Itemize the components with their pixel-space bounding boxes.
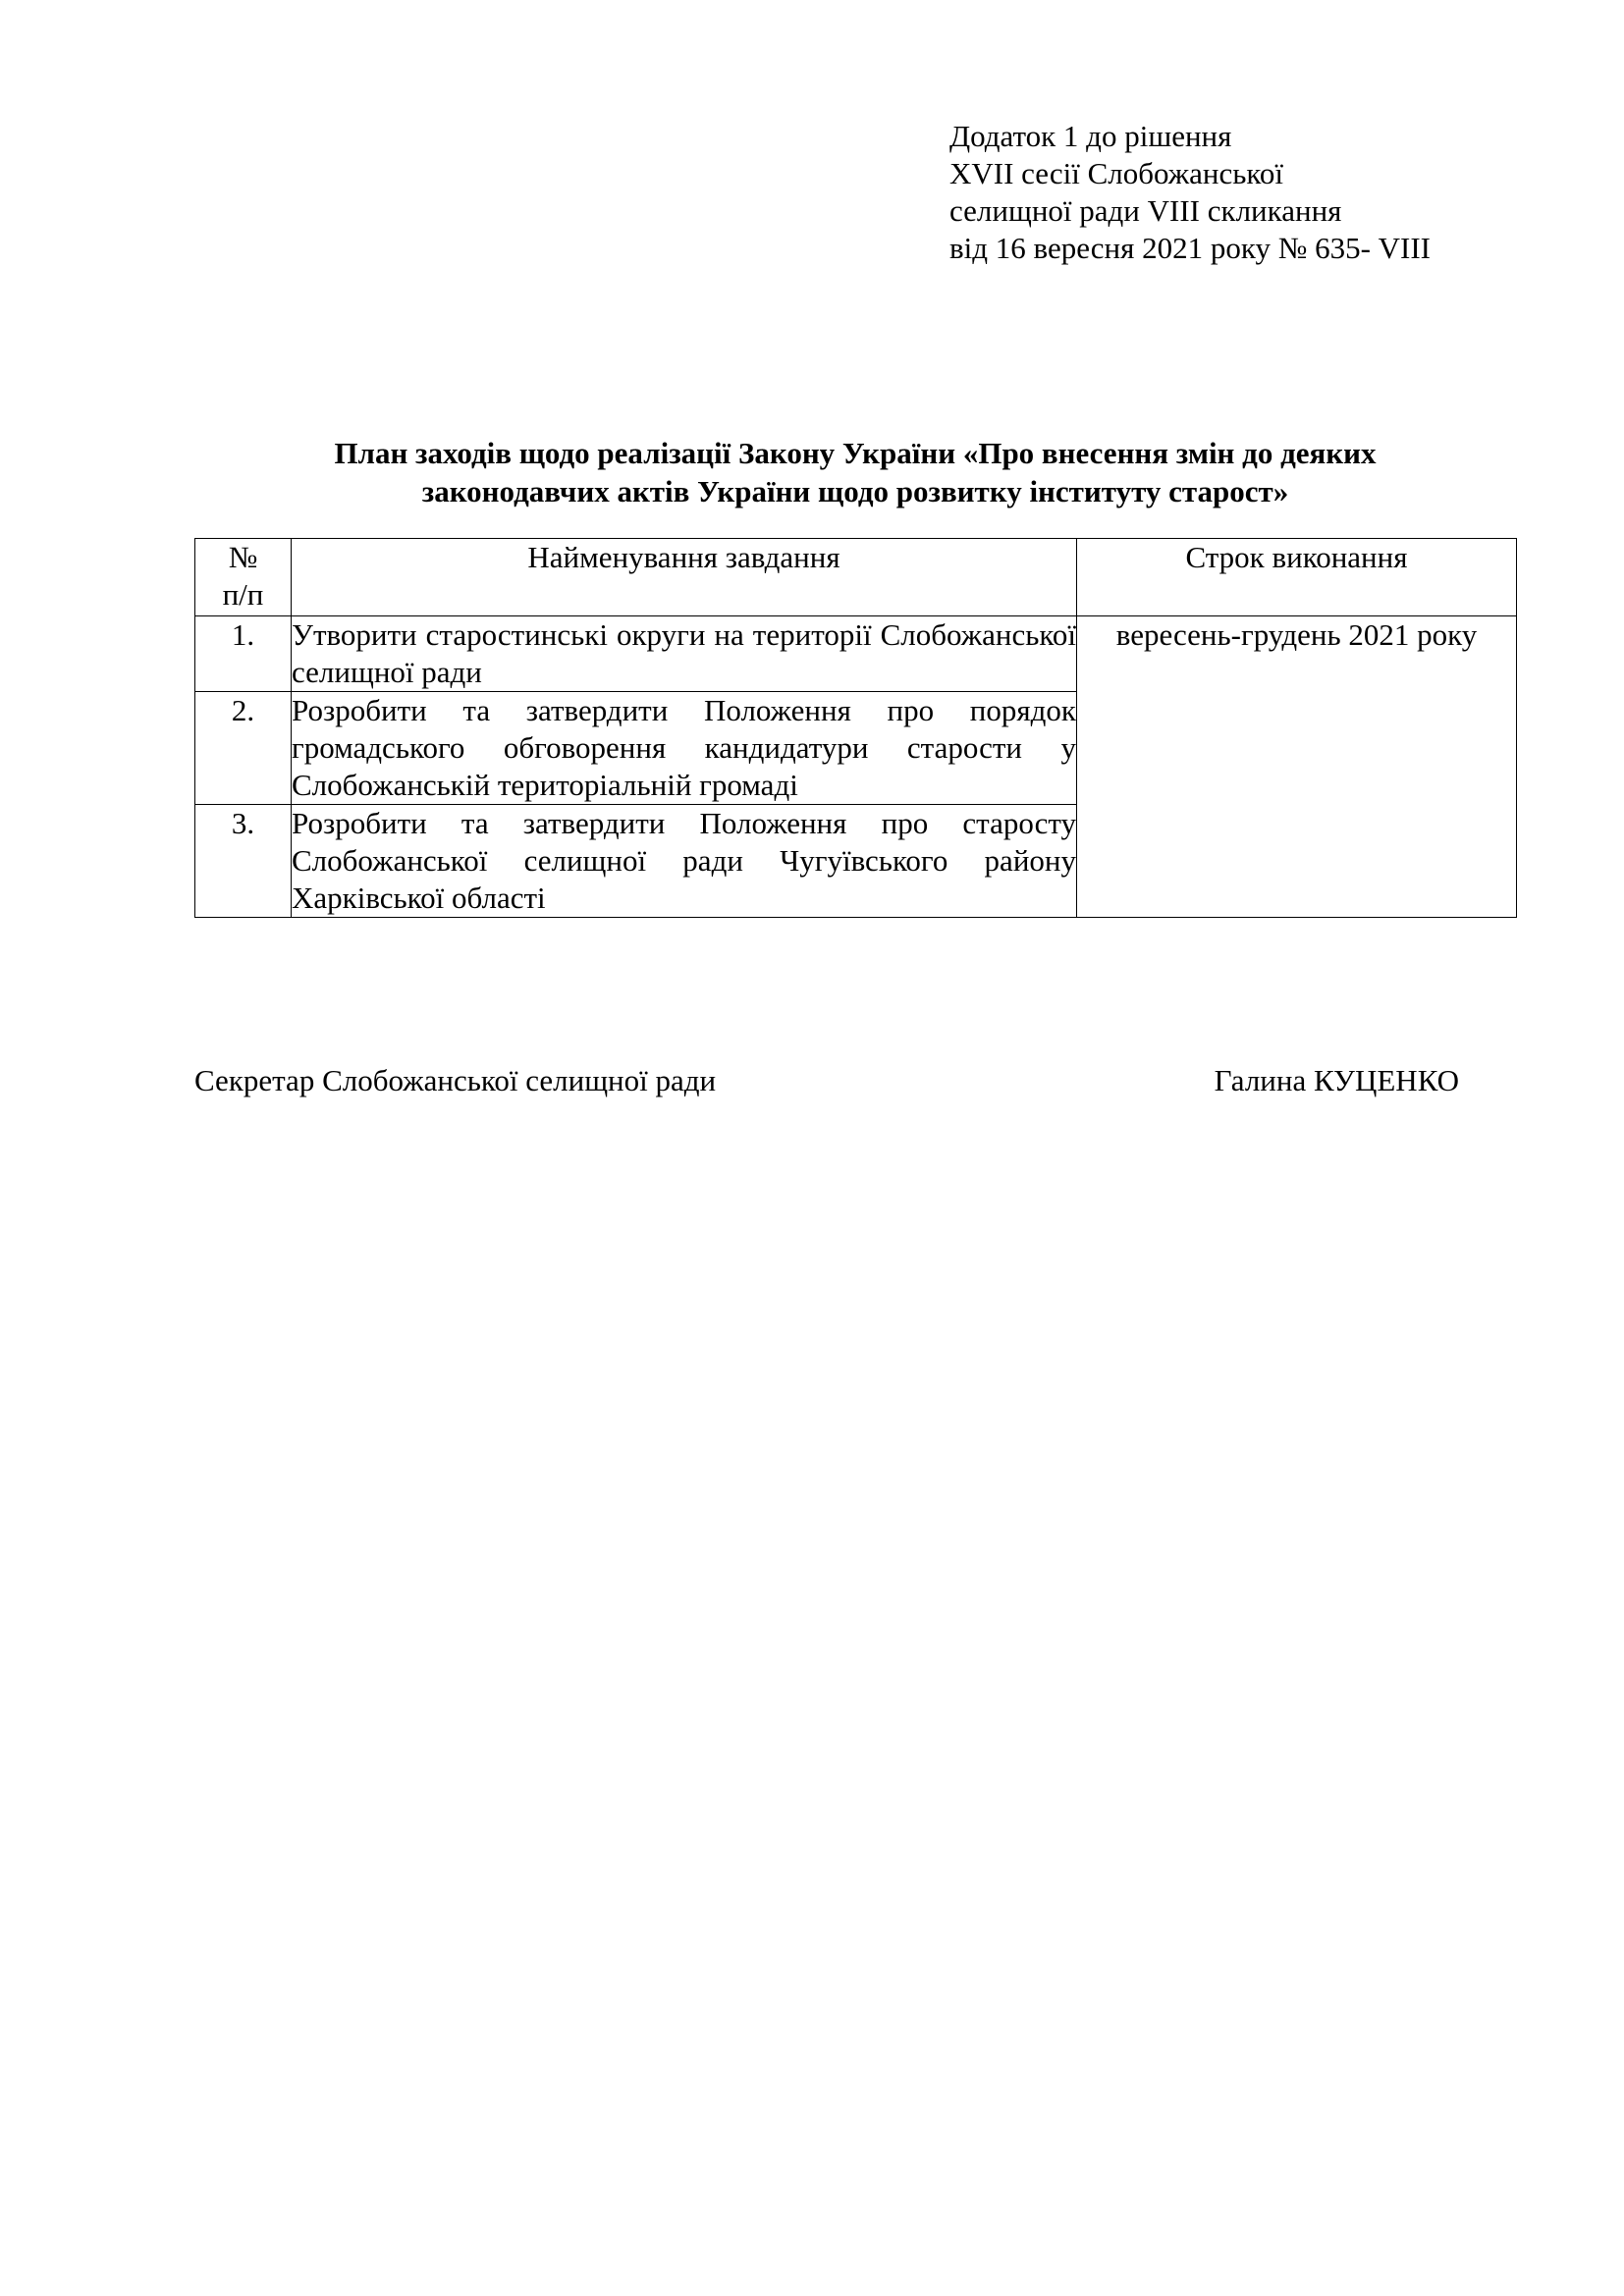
column-header-term: Строк виконання bbox=[1077, 539, 1517, 616]
column-header-task: Найменування завдання bbox=[292, 539, 1077, 616]
signatory-position: Секретар Слобожанської селищної ради bbox=[194, 1063, 717, 1097]
title-line: законодавчих актів України щодо розвитку інституту старост» bbox=[421, 474, 1289, 508]
row-number: 2. bbox=[195, 692, 292, 805]
table-header-row bbox=[195, 539, 1517, 616]
column-header-number-abbrev: п/п bbox=[222, 577, 264, 612]
appendix-line: XVII сесії Слобожанської bbox=[949, 156, 1283, 190]
title-line: План заходів щодо реалізації Закону України «Про внесення змін до деяких bbox=[334, 436, 1377, 470]
appendix-line: селищної ради VIII скликання bbox=[949, 193, 1342, 228]
row-task: Розробити та затвердити Положення про старосту Слобожанської селищної ради Чугуївського району Харківської області bbox=[292, 805, 1077, 918]
appendix-line: Додаток 1 до рішення bbox=[949, 119, 1232, 153]
document-title bbox=[194, 434, 1516, 510]
table-row bbox=[195, 616, 1517, 692]
appendix-line: від 16 вересня 2021 року № 635- VIII bbox=[949, 231, 1432, 265]
row-term: вересень-грудень 2021 року bbox=[1077, 616, 1517, 918]
row-number: 1. bbox=[195, 616, 292, 692]
signatory-name: Галина КУЦЕНКО bbox=[1214, 1063, 1459, 1097]
plan-table bbox=[194, 538, 1517, 918]
row-task: Утворити старостинські округи на території Слобожанської селищної ради bbox=[292, 616, 1077, 692]
column-header-number bbox=[195, 539, 292, 616]
appendix-reference bbox=[949, 118, 1499, 267]
column-header-number-symbol: № bbox=[228, 540, 258, 574]
row-task: Розробити та затвердити Положення про порядок громадського обговорення кандидатури старости у Слобожанській територіальній громаді bbox=[292, 692, 1077, 805]
row-number: 3. bbox=[195, 805, 292, 918]
